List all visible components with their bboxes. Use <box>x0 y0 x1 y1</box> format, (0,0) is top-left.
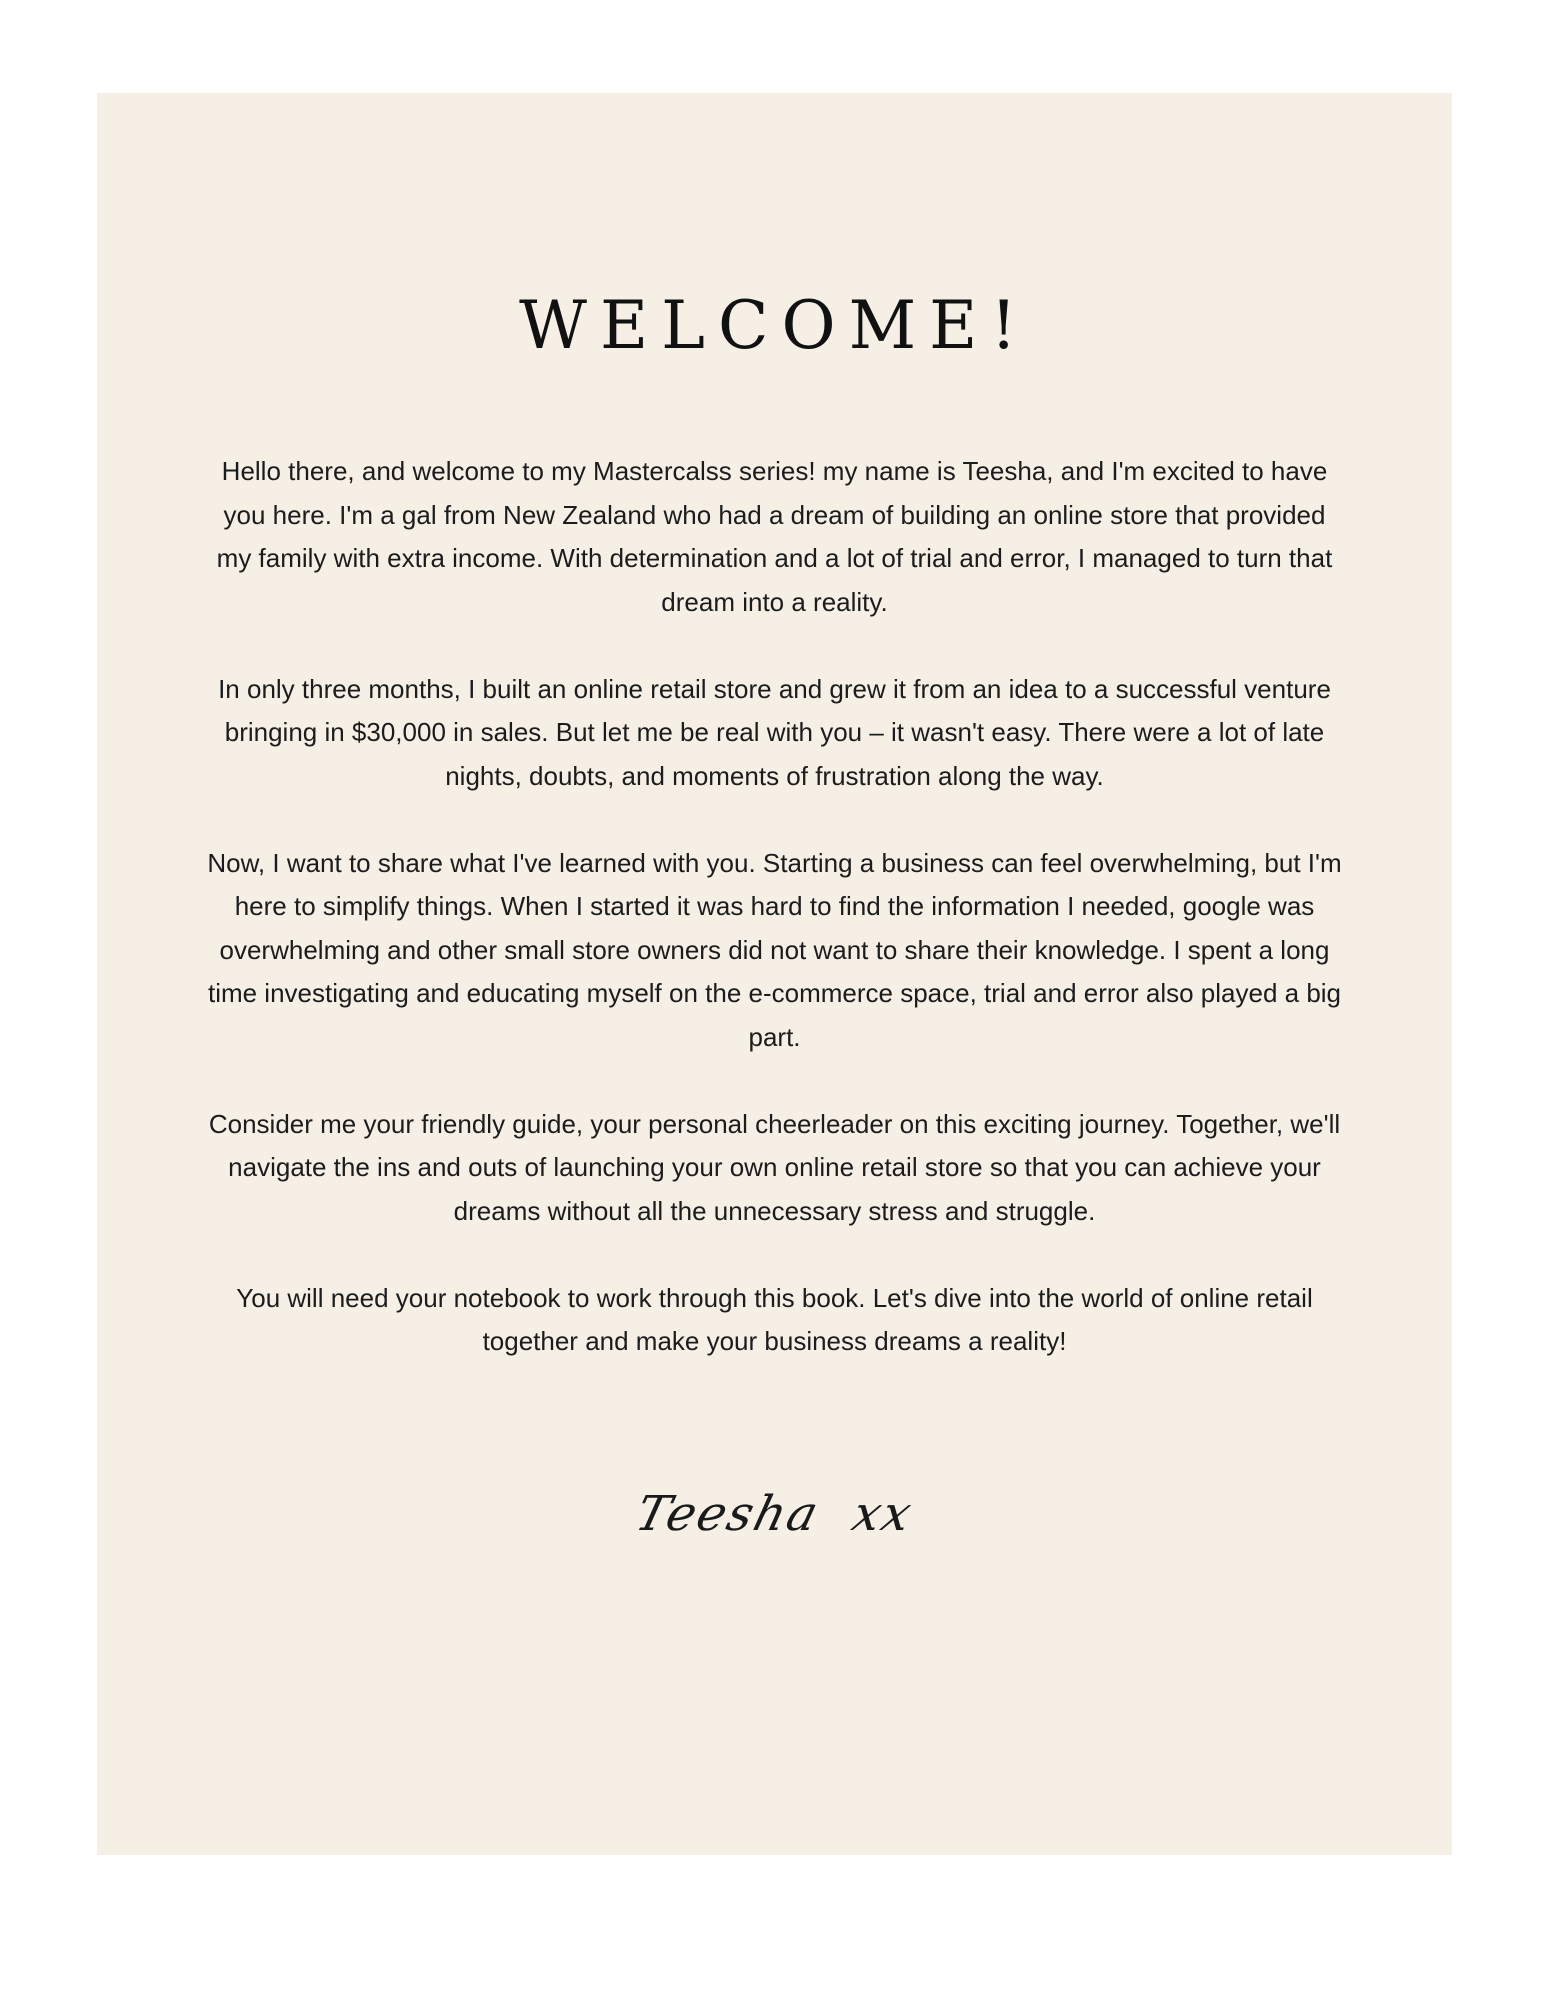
paragraph-sharing: Now, I want to share what I've learned with you. Starting a business can feel overwhelming, but I'm here to simplify things. When I started it was hard to find the information I needed, google was overwhelming and other small store owners did not want to share their knowledge. I spent a long time investigating and educating myself on the e-commerce space, trial and error also played a big part. <box>207 847 1342 1052</box>
paragraph-closing: You will need your notebook to work through this book. Let's dive into the world of online retail together and make your business dreams a reality! <box>236 1282 1313 1356</box>
page-title: WELCOME! <box>519 287 1030 364</box>
document-page <box>97 93 1452 1855</box>
paragraph-guide: Consider me your friendly guide, your personal cheerleader on this exciting journey. Together, we'll navigate the ins and outs of launching your own online retail store so that you can achieve your dreams without all the unnecessary stress and struggle. <box>208 1108 1341 1226</box>
signature: Teesha xx <box>630 1486 919 1542</box>
letter-body <box>207 450 1342 1407</box>
paragraph-intro: Hello there, and welcome to my Mastercalss series! my name is Teesha, and I'm excited to have you here. I'm a gal from New Zealand who had a dream of building an online store that provided my family with extra income. With determination and a lot of trial and error, I managed to turn that dream into a reality. <box>216 456 1333 617</box>
paragraph-story: In only three months, I built an online retail store and grew it from an idea to a successful venture bringing in $30,000 in sales. But let me be real with you – it wasn't easy. There were a lot of late nights, doubts, and moments of frustration along the way. <box>218 673 1331 791</box>
